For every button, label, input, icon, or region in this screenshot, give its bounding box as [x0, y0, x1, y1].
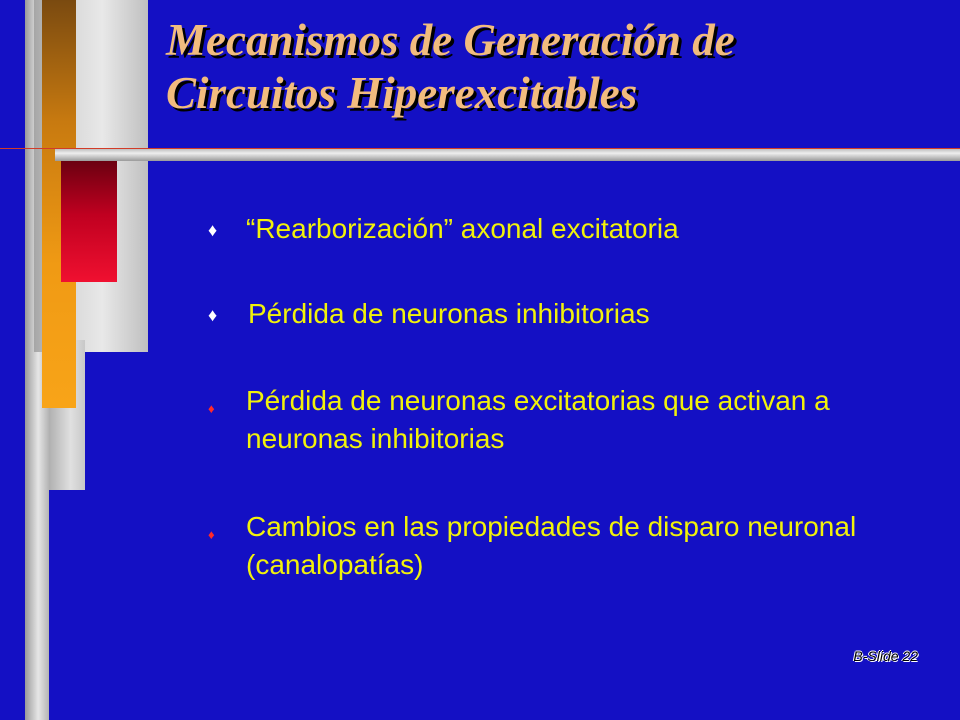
diamond-icon: ♦ [208, 220, 218, 240]
title-divider-bar [55, 148, 960, 161]
bullet-item-rearborization [208, 210, 928, 248]
decorative-red-block [61, 160, 117, 282]
bullet-text: “Rearborización” axonal excitatoria [246, 213, 679, 244]
diamond-icon: ♦ [208, 305, 218, 325]
bullet-item-excitatory-loss [208, 382, 928, 458]
title-divider-line [0, 148, 960, 149]
slide-title [166, 14, 946, 120]
bullet-item-channelopathies [208, 508, 928, 584]
slide-title-line-2: Circuitos Hiperexcitables [166, 68, 638, 118]
slide-title-line-1: Mecanismos de Generación de [166, 15, 735, 65]
diamond-icon: ♦ [208, 401, 215, 416]
bullet-item-inhibitory-loss [208, 295, 928, 333]
slide-number: B-Slide 22 [853, 648, 918, 664]
bullet-text: Pérdida de neuronas inhibitorias [248, 298, 650, 329]
bullet-text: Pérdida de neuronas excitatorias que activan a neuronas inhibitorias [246, 385, 830, 454]
bullet-text: Cambios en las propiedades de disparo neuronal (canalopatías) [246, 511, 857, 580]
diamond-icon: ♦ [208, 527, 215, 542]
